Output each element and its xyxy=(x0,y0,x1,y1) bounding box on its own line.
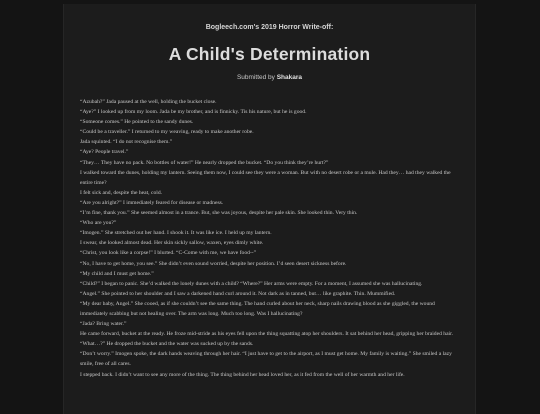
story-paragraph: “Imogen.” She stretched out her hand. I shook it. It was like ice. I held up my lantern. xyxy=(80,230,272,237)
story-paragraph: “Child?” I began to panic. She’d walked the lonely dunes with a child? “Where?” Her arms were empty. For a moment, I assumed she was hallucinating. xyxy=(80,280,423,287)
story-paragraph: “What…?” He dropped the bucket and the water was sucked up by the sands. xyxy=(80,341,254,348)
byline xyxy=(64,74,475,81)
story-paragraph: “Christ, you look like a corpse!” I blurted. “C-Come with me, we have food--” xyxy=(80,250,257,257)
story-paragraph: “My child and I must get home.” xyxy=(80,270,154,277)
story-paragraph: “My dear baby, Angel.” She cooed, as if she couldn’t see the same thing. The hand curled about her neck, sharp nails drawing blood as she giggled, the wound immediately scabbing but not healing over. The arm was long. Much too long. Was I hallucinating? xyxy=(80,300,435,317)
story-paragraph: “Who are you?” xyxy=(80,220,117,227)
page-panel xyxy=(63,4,476,414)
submitted-by-label: Submitted by xyxy=(236,74,275,81)
story-paragraph: I stepped back. I didn’t want to see any more of the thing. The thing behind her head loved her, as it fed from the well of her warmth and her life. xyxy=(80,371,405,378)
story-paragraph: I walked toward the dunes, holding my lantern. Seeing them now, I could see they were a woman. But with no desert robe or a mule. Had they… had they walked the entire time? xyxy=(80,169,451,186)
story-paragraph: Jada squinted. “I do not recognise them.” xyxy=(80,139,173,146)
kicker-text: Bogleech.com's 2019 Horror Write-off: xyxy=(205,24,334,31)
story-paragraph: I felt sick and, despite the heat, cold. xyxy=(80,189,163,196)
story-paragraph: “Aye? People travel.” xyxy=(80,149,129,156)
story-text xyxy=(80,97,462,380)
story-paragraph: “No, I have to get home, you see.” She didn’t even sound worried, despite her position. I’d seen desert sickness before. xyxy=(80,260,347,267)
story-paragraph: “Don’t worry.” Imogen spoke, the dark hands weaving through her hair. “I just have to get to the airport, as I must get home. My family is waiting.” She smiled a lazy smile, free of all cares. xyxy=(80,351,452,368)
page-title: A Child's Determination xyxy=(168,44,371,64)
story-paragraph: “Angel.” She pointed to her shoulder and I saw a darkened hand curl around it. Not dark as in tanned, but… like graphite. Thin. Mummified. xyxy=(80,290,396,297)
story-paragraph: “They… They have no pack. No bottles of water!” He nearly dropped the bucket. “Do you think they’re hurt?” xyxy=(80,159,329,166)
story-paragraph: “Are you alright?” I immediately feared for disease or madness. xyxy=(80,199,224,206)
story-paragraph: “Could be a traveller.” I returned to my weaving, ready to make another robe. xyxy=(80,129,254,136)
story-paragraph: I swear, she looked almost dead. Her skin sickly sallow, waxen, eyes dimly white. xyxy=(80,240,264,247)
story-paragraph: “Azubah?” Jada paused at the well, holding the bucket close. xyxy=(80,99,217,105)
author-name: Shakara xyxy=(276,74,303,81)
story-paragraph: “I’m fine, thank you.” She seemed almost in a trance. But, she was joyous, despite her pale skin. She looked thin. Very thin. xyxy=(80,210,358,217)
story-paragraph: “Aye?” I looked up from my loom. Jada be my brother, and is finnicky. Tis his nature, but he is good. xyxy=(80,109,307,116)
story-paragraph: “Someone comes.” He pointed to the sandy dunes. xyxy=(80,119,194,126)
story-paragraph: “Jada? Bring water.” xyxy=(80,321,127,328)
story-paragraph: He came forward, bucket at the ready. He froze mid-stride as his eyes fell upon the thing squatting atop her shoulders. It sat behind her head, gripping her braided hair. xyxy=(80,331,454,338)
